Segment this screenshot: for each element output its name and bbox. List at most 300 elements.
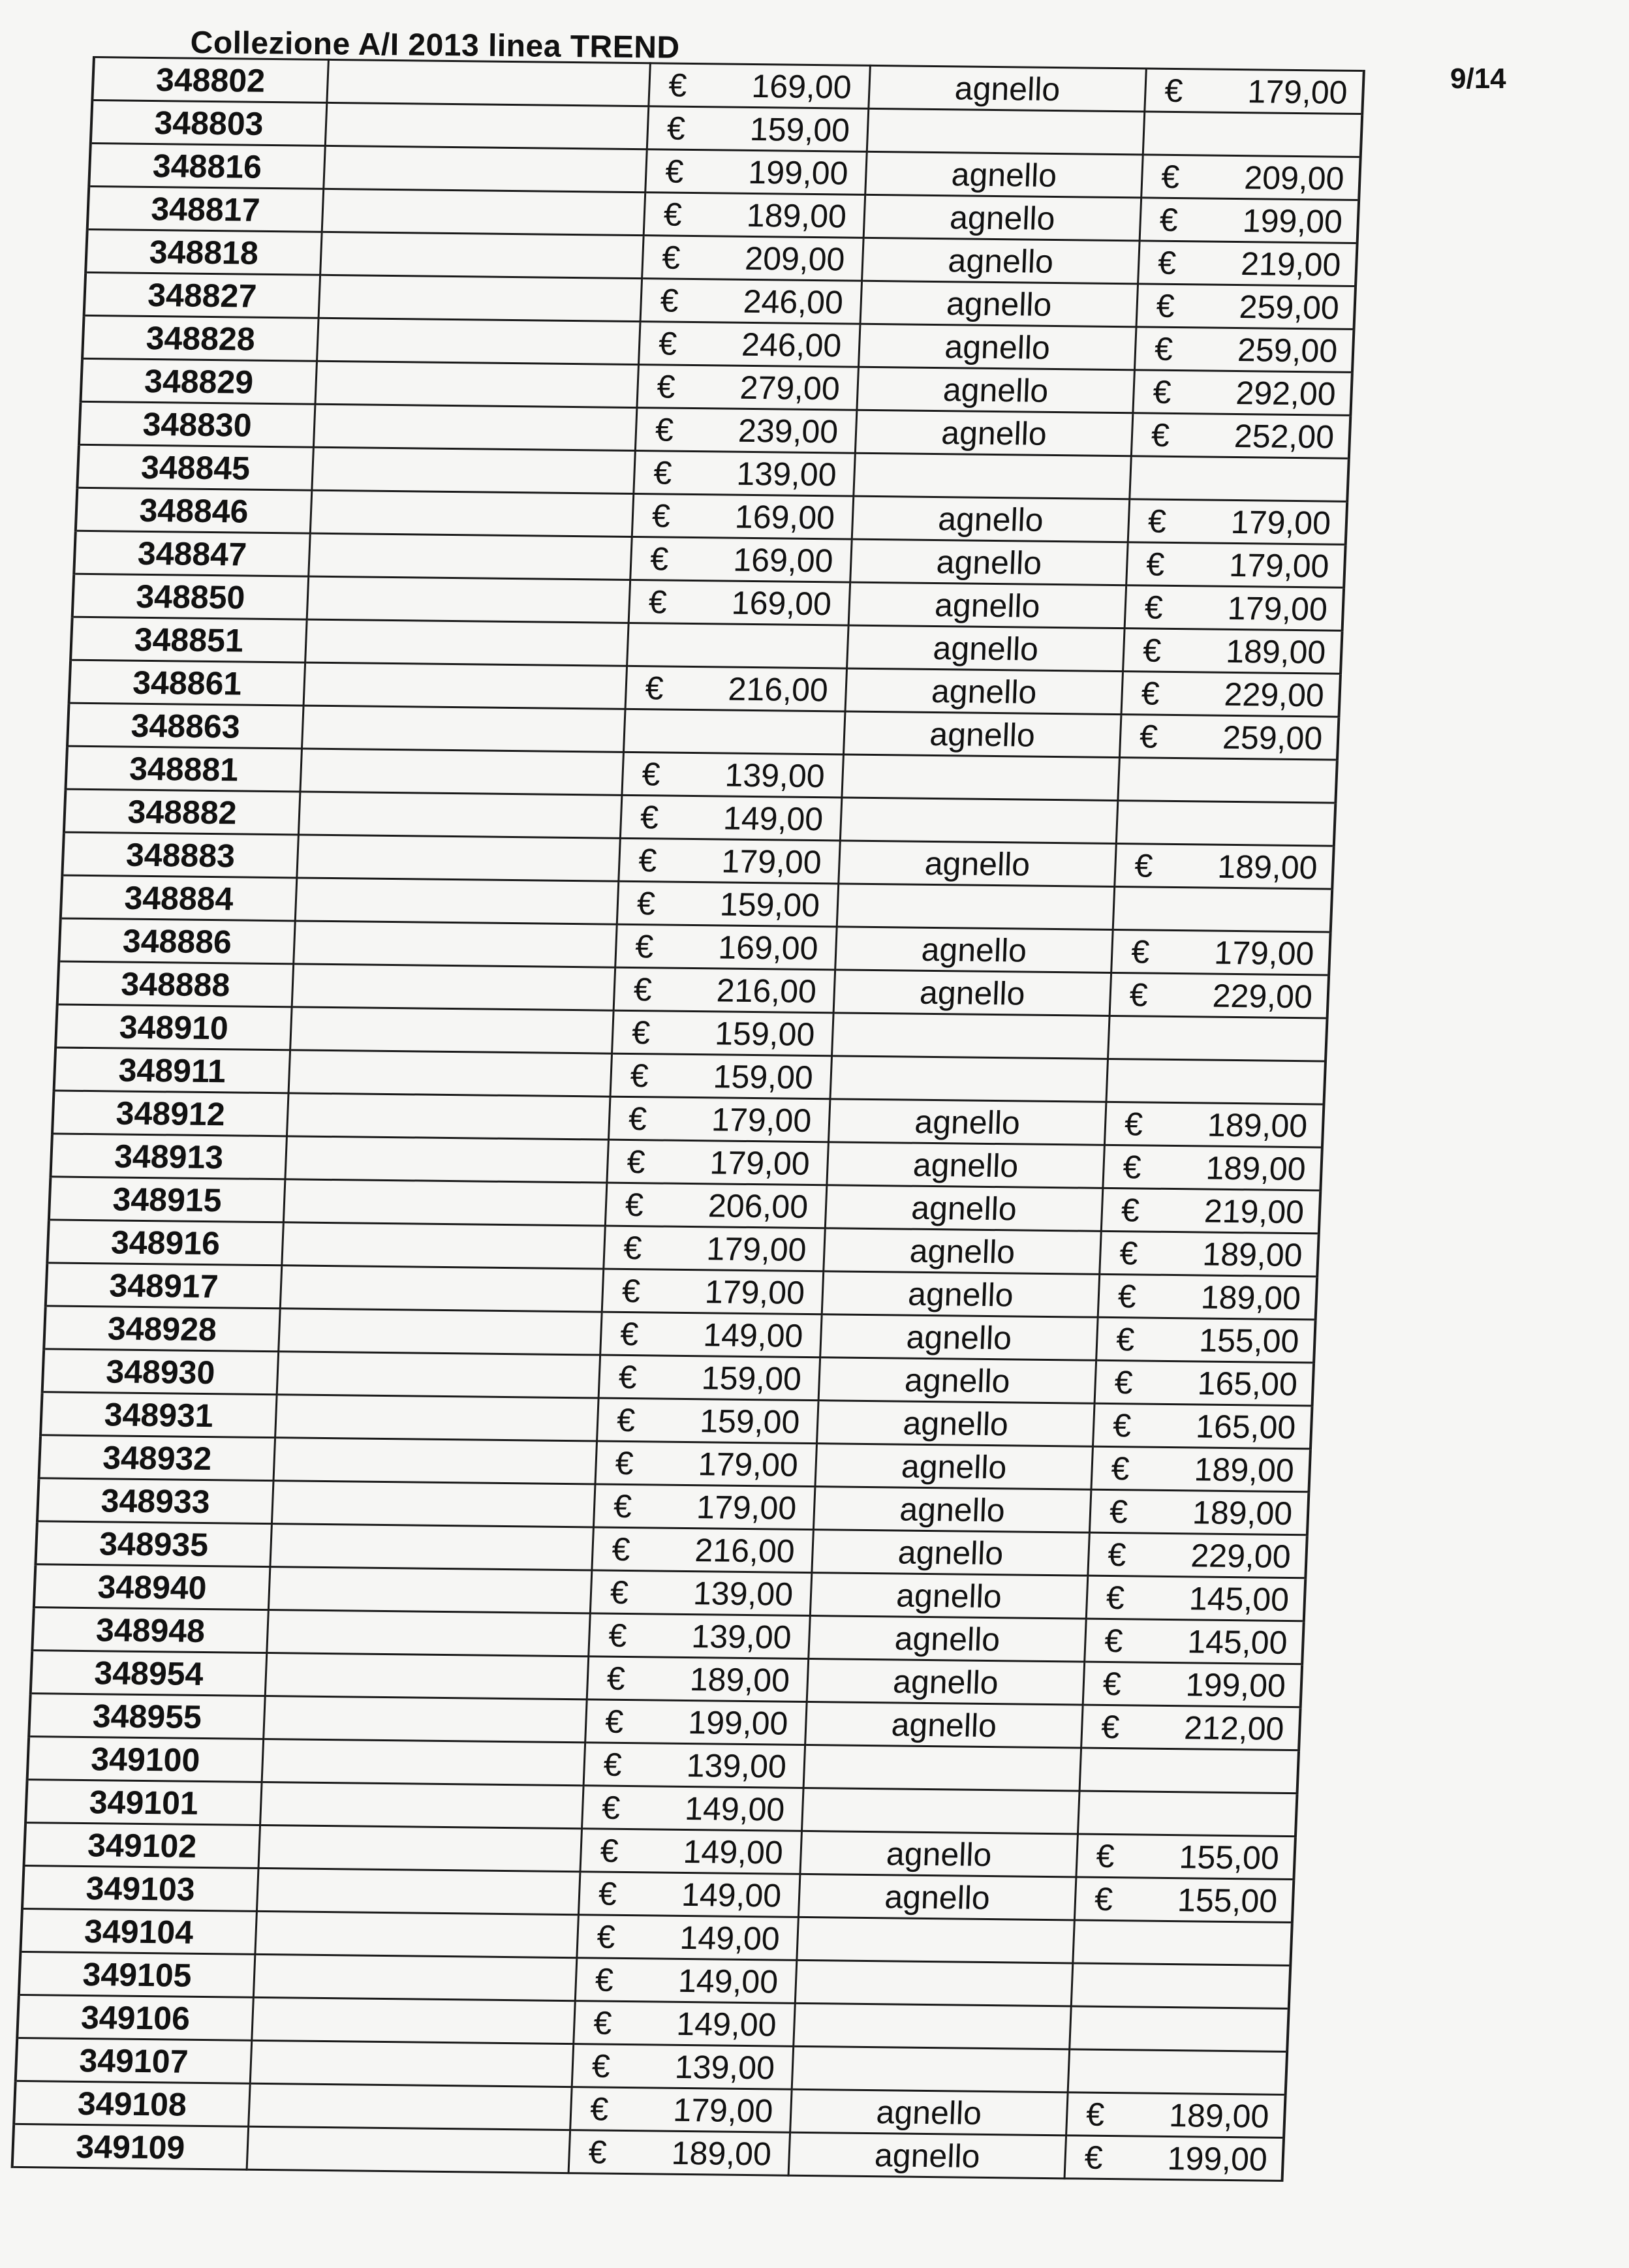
price-cell (613, 967, 835, 1013)
price-cell (628, 580, 850, 625)
currency-symbol: € (1109, 1493, 1129, 1530)
price-value: 139,00 (736, 455, 837, 493)
price-cell (585, 1700, 807, 1745)
description-cell (327, 59, 651, 106)
price-value: 179,00 (704, 1273, 806, 1311)
currency-symbol: € (634, 927, 655, 965)
material-price-cell (1125, 585, 1344, 631)
material-price-cell (1074, 1877, 1294, 1923)
currency-symbol: € (1115, 1320, 1136, 1358)
description-cell (315, 361, 639, 407)
price-value: 159,00 (699, 1402, 801, 1440)
price-value: 149,00 (677, 1962, 779, 2000)
price-value: 139,00 (685, 1747, 787, 1785)
material-cell: agnello (825, 1185, 1103, 1232)
material-price-cell (1115, 844, 1334, 890)
price-value: 149,00 (681, 1876, 783, 1914)
material-price-value (1208, 145, 1345, 146)
currency-symbol: € (649, 540, 670, 578)
currency-symbol: € (616, 1401, 636, 1438)
article-code: 348851 (70, 617, 307, 662)
price-cell (593, 1484, 815, 1530)
price-cell (575, 1958, 797, 2004)
price-value: 149,00 (684, 1790, 786, 1828)
price-cell (600, 1312, 822, 1358)
currency-symbol: € (1134, 847, 1154, 884)
price-cell (634, 451, 856, 497)
article-code: 348932 (39, 1435, 275, 1481)
material-price-cell (1101, 1188, 1320, 1234)
price-cell (587, 1656, 809, 1702)
material-cell: agnello (850, 539, 1128, 585)
article-code: 348888 (57, 961, 294, 1007)
material-cell: agnello (855, 410, 1133, 456)
currency-symbol: € (1130, 933, 1151, 971)
article-code: 348882 (64, 789, 300, 835)
currency-symbol: € (1128, 976, 1149, 1014)
material-price-value (1138, 1953, 1275, 1955)
description-cell (253, 1954, 577, 2000)
currency-symbol: € (1122, 1148, 1142, 1185)
currency-symbol: € (614, 1444, 634, 1482)
material-price-cell (1096, 1317, 1316, 1363)
currency-symbol: € (587, 2133, 608, 2171)
description-cell (302, 706, 625, 752)
material-cell (794, 2003, 1072, 2049)
material-price-value: 155,00 (1198, 1321, 1300, 1359)
currency-symbol (1108, 1091, 1171, 1092)
price-value: 169,00 (751, 67, 852, 106)
price-value: 246,00 (741, 326, 843, 364)
description-cell (307, 576, 630, 623)
material-price-cell (1070, 2006, 1289, 2052)
material-price-cell (1093, 1403, 1312, 1449)
description-cell (258, 1825, 582, 1871)
price-cell (617, 881, 839, 927)
article-code: 348933 (37, 1478, 273, 1524)
description-cell (290, 1007, 614, 1053)
price-cell (577, 1915, 799, 1961)
description-cell (279, 1309, 602, 1355)
material-price-cell (1098, 1274, 1317, 1320)
price-cell (578, 1872, 800, 1918)
article-code: 348915 (49, 1177, 285, 1222)
currency-symbol: € (1110, 1450, 1130, 1487)
price-value: 199,00 (747, 153, 849, 192)
article-code: 348802 (92, 57, 328, 103)
material-price-value: 209,00 (1243, 159, 1345, 197)
article-code: 348913 (50, 1134, 287, 1179)
currency-symbol: € (1142, 631, 1162, 669)
price-cell (619, 838, 841, 884)
material-price-cell (1138, 241, 1358, 287)
description-cell (298, 792, 622, 838)
currency-symbol: € (647, 583, 668, 621)
material-price-value (1195, 489, 1332, 491)
currency-symbol: € (640, 798, 660, 835)
currency-symbol: € (1154, 330, 1174, 367)
material-price-cell (1083, 1662, 1302, 1707)
material-price-value (1183, 791, 1320, 792)
currency-symbol: € (664, 153, 685, 190)
material-price-value: 189,00 (1225, 632, 1327, 670)
article-code: 348863 (67, 703, 303, 749)
price-cell (605, 1183, 827, 1228)
material-price-cell (1141, 155, 1361, 200)
description-cell (322, 189, 645, 235)
material-price-cell (1128, 499, 1347, 545)
material-price-value: 189,00 (1205, 1149, 1307, 1187)
price-value: 179,00 (706, 1230, 807, 1268)
article-code: 349105 (19, 1951, 255, 1997)
material-price-cell (1089, 1489, 1309, 1535)
material-price-value (1136, 1996, 1273, 1998)
price-value: 179,00 (696, 1488, 798, 1527)
material-cell: agnello (835, 927, 1113, 973)
material-price-value: 179,00 (1247, 72, 1348, 111)
material-cell: agnello (790, 2089, 1068, 2136)
material-price-cell (1079, 1748, 1299, 1794)
material-cell: agnello (817, 1401, 1095, 1447)
currency-symbol (1144, 144, 1208, 145)
material-price-cell (1066, 2092, 1286, 2138)
description-cell (288, 1050, 612, 1096)
price-value: 179,00 (709, 1143, 811, 1182)
description-cell (256, 1868, 580, 1914)
description-cell (267, 1610, 591, 1656)
material-price-value: 145,00 (1187, 1623, 1288, 1661)
material-cell (832, 1013, 1110, 1059)
price-cell (644, 193, 865, 238)
price-value: 279,00 (739, 369, 841, 407)
material-price-cell (1064, 2136, 1284, 2181)
currency-symbol: € (655, 411, 675, 448)
material-price-value: 155,00 (1178, 1838, 1280, 1876)
description-cell (272, 1481, 595, 1527)
price-cell (642, 236, 864, 281)
currency-symbol: € (621, 1272, 641, 1309)
article-code: 348911 (54, 1048, 290, 1093)
material-cell: agnello (863, 194, 1141, 241)
description-cell (303, 662, 627, 709)
material-price-cell (1130, 456, 1349, 502)
material-cell: agnello (839, 841, 1117, 887)
material-price-cell (1116, 801, 1335, 847)
material-price-cell (1088, 1532, 1307, 1578)
price-value: 189,00 (745, 196, 848, 235)
description-cell (260, 1782, 584, 1828)
price-value: 139,00 (690, 1617, 792, 1656)
currency-symbol: € (1124, 1105, 1144, 1142)
article-code: 349101 (25, 1780, 262, 1825)
article-code: 348845 (77, 444, 313, 490)
price-table (11, 56, 1365, 2182)
material-price-cell (1123, 629, 1342, 674)
currency-symbol: € (1120, 1191, 1140, 1228)
price-cell (604, 1226, 826, 1271)
price-cell (574, 2001, 796, 2047)
currency-symbol (1081, 1780, 1145, 1781)
currency-symbol: € (1095, 1837, 1115, 1874)
article-code: 348935 (35, 1521, 272, 1567)
material-price-value: 189,00 (1217, 848, 1318, 886)
currency-symbol: € (653, 454, 673, 491)
material-cell (830, 1056, 1108, 1102)
currency-symbol (1069, 2082, 1133, 2083)
page-title: Collezione A/I 2013 linea TREND (190, 25, 680, 65)
price-value: 139,00 (692, 1574, 794, 1613)
description-cell (287, 1093, 610, 1140)
currency-symbol: € (641, 755, 661, 792)
article-code: 348829 (80, 358, 317, 404)
price-cell (589, 1613, 811, 1659)
material-cell: agnello (865, 151, 1143, 198)
currency-symbol: € (636, 884, 656, 922)
material-cell (854, 453, 1132, 499)
description-cell (262, 1739, 585, 1785)
price-cell (607, 1140, 829, 1185)
currency-symbol: € (593, 2004, 613, 2042)
material-cell: agnello (805, 1701, 1083, 1748)
material-cell: agnello (822, 1271, 1100, 1318)
price-cell (582, 1786, 804, 1831)
currency-symbol: € (596, 1918, 616, 1955)
price-value: 169,00 (717, 928, 819, 967)
material-price-value (1133, 2083, 1270, 2084)
currency-symbol: € (606, 1660, 626, 1697)
material-price-value: 229,00 (1211, 977, 1313, 1015)
price-cell (623, 709, 845, 754)
material-price-value: 179,00 (1230, 503, 1332, 542)
material-price-value: 189,00 (1202, 1235, 1303, 1273)
price-cell (602, 1269, 824, 1314)
currency-symbol: € (1112, 1406, 1132, 1444)
page-number: 9/14 (1450, 63, 1506, 95)
currency-symbol: € (1152, 373, 1172, 411)
article-code: 348917 (46, 1263, 282, 1309)
material-price-value: 155,00 (1177, 1881, 1279, 1919)
description-cell (265, 1653, 589, 1700)
price-cell (598, 1355, 820, 1401)
material-cell: agnello (824, 1228, 1102, 1275)
currency-symbol: € (1113, 1363, 1134, 1401)
currency-symbol: € (610, 1574, 629, 1611)
description-cell (282, 1222, 606, 1269)
material-price-cell (1140, 198, 1359, 243)
currency-symbol: € (625, 1186, 645, 1223)
currency-symbol: € (626, 1143, 646, 1180)
material-price-cell (1121, 672, 1341, 717)
material-price-cell (1104, 1102, 1324, 1147)
description-cell (275, 1395, 599, 1441)
price-cell (612, 1010, 834, 1056)
material-price-cell (1086, 1576, 1305, 1621)
price-cell (635, 408, 857, 454)
article-code: 348803 (91, 100, 327, 146)
price-value: 179,00 (672, 2091, 774, 2129)
article-code: 348816 (89, 143, 325, 189)
currency-symbol: € (602, 1746, 623, 1783)
material-price-value: 179,00 (1226, 589, 1328, 628)
price-value: 189,00 (670, 2134, 772, 2172)
currency-symbol: € (611, 1530, 631, 1568)
description-cell (324, 146, 647, 192)
article-code: 348916 (47, 1220, 283, 1266)
material-price-value: 189,00 (1193, 1450, 1295, 1489)
material-cell (803, 1745, 1081, 1791)
material-cell: agnello (818, 1358, 1096, 1404)
currency-symbol (1117, 833, 1181, 834)
price-cell (610, 1053, 832, 1099)
article-code: 348886 (59, 918, 295, 964)
price-cell (640, 279, 862, 324)
material-price-value: 165,00 (1196, 1364, 1298, 1403)
material-price-value: 189,00 (1192, 1493, 1294, 1532)
description-cell (320, 232, 644, 278)
currency-symbol: € (629, 1057, 649, 1094)
article-code: 348884 (61, 875, 297, 921)
description-cell (309, 533, 632, 580)
material-price-value: 252,00 (1233, 417, 1335, 456)
material-cell: agnello (810, 1573, 1088, 1619)
currency-symbol: € (1094, 1880, 1114, 1918)
currency-symbol: € (1102, 1665, 1122, 1702)
currency-symbol (1109, 1048, 1173, 1049)
article-code: 348846 (76, 488, 312, 533)
material-price-cell (1085, 1619, 1304, 1664)
currency-symbol: € (662, 195, 683, 233)
description-cell (264, 1696, 587, 1743)
price-value: 149,00 (675, 2005, 777, 2043)
material-price-value: 229,00 (1190, 1536, 1292, 1575)
price-cell (638, 322, 860, 367)
price-cell (590, 1570, 812, 1616)
material-cell (842, 754, 1120, 801)
price-value: 206,00 (707, 1187, 809, 1225)
currency-symbol: € (623, 1229, 643, 1266)
currency-symbol (625, 741, 689, 742)
article-code: 348861 (69, 660, 305, 706)
material-cell: agnello (862, 238, 1140, 284)
article-code: 348954 (31, 1651, 267, 1696)
material-price-cell (1113, 887, 1332, 933)
price-value: 149,00 (679, 1919, 781, 1957)
currency-symbol: € (1140, 674, 1160, 712)
currency-symbol: € (668, 67, 688, 104)
material-price-value: 189,00 (1200, 1278, 1302, 1316)
article-code: 348850 (72, 574, 309, 619)
article-code: 349109 (12, 2124, 249, 2169)
material-price-value: 199,00 (1185, 1666, 1287, 1704)
currency-symbol: € (594, 1961, 614, 1998)
material-price-value (1178, 920, 1315, 922)
material-price-value: 219,00 (1203, 1192, 1305, 1230)
price-cell (608, 1096, 830, 1142)
description-cell (313, 404, 637, 450)
currency-symbol: € (599, 1832, 619, 1869)
article-code: 349108 (14, 2081, 250, 2126)
material-price-cell (1109, 972, 1329, 1018)
material-cell: agnello (813, 1487, 1091, 1533)
price-cell (637, 365, 859, 411)
article-code: 349104 (20, 1908, 256, 1954)
description-cell (255, 1911, 579, 1957)
currency-symbol: € (1100, 1708, 1121, 1745)
currency-symbol: € (661, 238, 681, 276)
article-code: 348931 (40, 1392, 277, 1438)
material-cell: agnello (869, 65, 1147, 112)
description-cell (312, 447, 636, 493)
description-cell (318, 275, 642, 321)
material-cell: agnello (845, 668, 1123, 715)
material-cell: agnello (857, 367, 1135, 413)
material-price-cell (1134, 327, 1354, 373)
article-code: 348910 (55, 1004, 292, 1050)
article-code: 348847 (74, 531, 310, 576)
price-cell (597, 1398, 819, 1444)
price-value: 216,00 (694, 1531, 796, 1570)
currency-symbol: € (1119, 1234, 1139, 1271)
price-value: 169,00 (734, 498, 836, 536)
description-cell (273, 1438, 597, 1484)
currency-symbol: € (1164, 72, 1184, 109)
material-cell (840, 798, 1118, 844)
price-value: 179,00 (711, 1100, 813, 1139)
description-cell (252, 1997, 576, 2043)
material-price-cell (1103, 1145, 1322, 1190)
material-price-cell (1091, 1446, 1311, 1492)
material-cell: agnello (848, 582, 1126, 629)
currency-symbol: € (1105, 1579, 1125, 1616)
price-cell (630, 536, 852, 582)
price-value: 159,00 (749, 110, 851, 149)
material-price-cell (1106, 1059, 1326, 1104)
price-value: 239,00 (737, 412, 839, 450)
material-cell: agnello (827, 1142, 1105, 1188)
material-price-value: 199,00 (1166, 2139, 1268, 2178)
price-cell (645, 149, 867, 195)
description-cell (317, 318, 641, 364)
material-price-value: 165,00 (1195, 1407, 1297, 1446)
material-cell: agnello (843, 711, 1121, 758)
price-value: 216,00 (715, 971, 817, 1010)
currency-symbol: € (658, 324, 678, 362)
currency-symbol: € (604, 1703, 625, 1740)
currency-symbol: € (644, 669, 664, 707)
material-price-value (1181, 834, 1318, 835)
material-cell: agnello (828, 1099, 1106, 1145)
material-price-cell (1143, 112, 1362, 157)
material-price-value: 212,00 (1183, 1709, 1285, 1747)
material-price-value: 259,00 (1238, 288, 1340, 326)
currency-symbol: € (1085, 2096, 1106, 2133)
article-code: 348940 (34, 1564, 270, 1610)
currency-symbol: € (1160, 158, 1181, 195)
description-cell (294, 921, 617, 967)
material-price-cell (1126, 542, 1346, 588)
currency-symbol: € (631, 1014, 651, 1051)
description-cell (300, 749, 624, 795)
currency-symbol: € (1151, 416, 1171, 454)
description-cell (280, 1266, 604, 1312)
price-value: 159,00 (700, 1359, 802, 1397)
material-cell: agnello (807, 1659, 1085, 1705)
currency-symbol: € (1107, 1536, 1127, 1573)
price-cell (615, 924, 837, 970)
price-value: 209,00 (744, 240, 846, 277)
material-price-cell (1131, 413, 1350, 459)
price-value: 159,00 (712, 1057, 814, 1096)
